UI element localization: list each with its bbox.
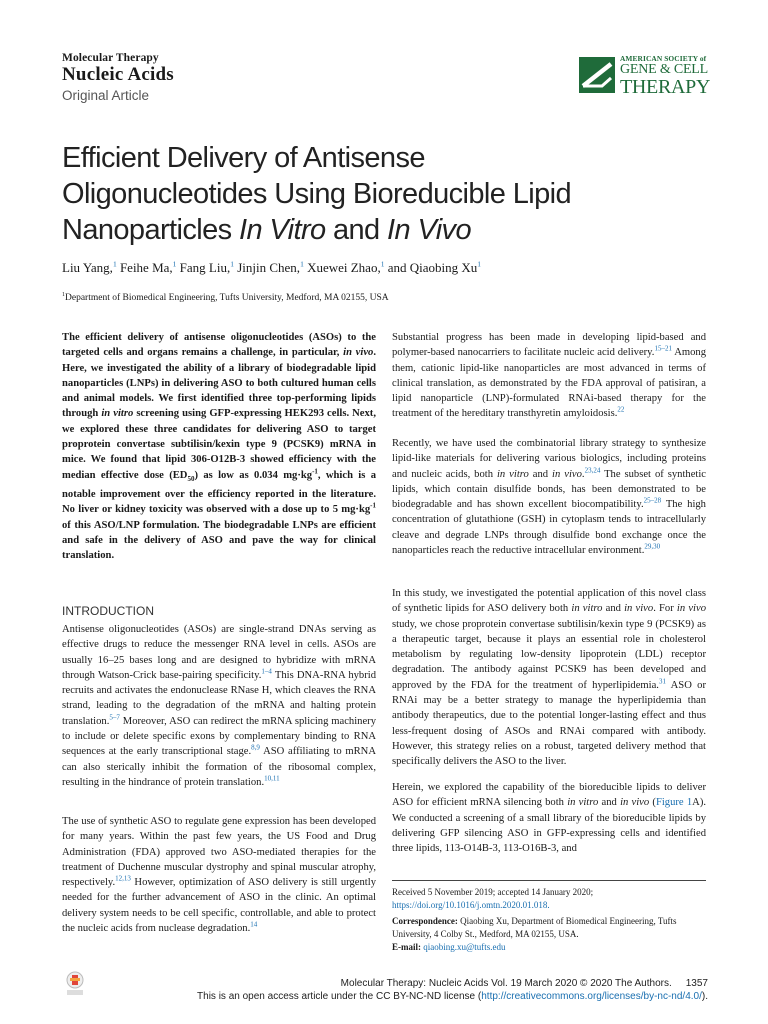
article-type: Original Article: [62, 88, 150, 103]
title-line-3-part-d: In Vivo: [387, 214, 471, 246]
author-affiliation-marker[interactable]: 1: [477, 259, 481, 269]
body-text: and: [598, 797, 621, 809]
citation-link[interactable]: 23,24: [584, 466, 601, 475]
logo-text-line2: GENE & CELL: [620, 62, 709, 77]
abstract-italic: in vitro: [101, 408, 134, 420]
section-heading-introduction: INTRODUCTION: [62, 604, 154, 618]
author-name[interactable]: Jinjin Chen,: [233, 260, 301, 275]
author-affiliation-marker[interactable]: 1: [380, 259, 385, 269]
affiliation-marker: 1: [62, 291, 65, 298]
body-text: (: [649, 797, 656, 809]
right-paragraph-1: [392, 330, 706, 422]
body-text: . For: [653, 603, 677, 615]
title-line-1: Efficient Delivery of Antisense: [62, 142, 425, 174]
correspondence: [392, 915, 706, 941]
intro-paragraph-2: [62, 814, 376, 936]
footnote-divider: [392, 880, 706, 881]
abstract-subscript: 50: [187, 474, 195, 483]
body-italic: in vitro: [567, 797, 599, 809]
abstract-superscript: -1: [312, 467, 318, 476]
footer-citation-text: Molecular Therapy: Nucleic Acids Vol. 19 March 2020 © 2020 The Authors.: [340, 978, 672, 989]
footnotes: [392, 886, 706, 954]
citation-link[interactable]: 5–7: [109, 713, 120, 722]
body-text: Herein, we explored the capability of the bioreducible lipids to deliver ASO for efficient mRNA silencing both: [392, 782, 706, 809]
author-name[interactable]: and Qiaobing Xu: [384, 260, 478, 275]
logo-text-line1: AMERICAN SOCIETY of: [620, 54, 707, 63]
body-text: ASO affiliating to mRNA can also sterically inhibit the formation of the ribosomal complex, resulting in the hindrance of protein translation.: [62, 746, 376, 788]
author-affiliation-marker[interactable]: 1: [300, 259, 304, 269]
license-text: This is an open access article under the CC BY-NC-ND license (: [197, 991, 482, 1002]
body-text: ASO or RNAi may be a better strategy to manage the hyperlipidemia than antibody therapeutics, due to the potential longer-lasting effect and thus less-frequent dosing of ASOs and RNAi compared with antibody. However, this strategy relies on a robust, targeted delivery method that specifically delivers the ASO to the liver.: [392, 679, 706, 768]
body-italic: in vitro: [496, 468, 529, 480]
author-affiliation-marker[interactable]: 1: [230, 259, 234, 269]
affiliation-text: Department of Biomedical Engineering, Tufts University, Medford, MA 02155, USA: [65, 293, 389, 303]
abstract-text: ) as low as 0.034 mg·kg: [194, 469, 313, 481]
body-text: The high concentration of glutathione (GSH) in cytoplasm tends to intracellularly cleave and degrade LNPs through disulfide bond exchange once the nanoparticles reach the reductive intracellular environment.: [392, 499, 706, 557]
asgct-logo: [578, 53, 711, 98]
abstract-text: The efficient delivery of antisense oligonucleotides (ASOs) to the targeted cells and organs remains a challenge, in particular,: [62, 332, 376, 359]
doi-link[interactable]: https://doi.org/10.1016/j.omtn.2020.01.018.: [392, 900, 550, 910]
title-line-3-part-c: and: [325, 214, 388, 246]
author-affiliation-marker[interactable]: 1: [172, 259, 177, 269]
title-line-2: Oligonucleotides Using Bioreducible Lipid: [62, 178, 571, 210]
abstract-text: of this ASO/LNP formulation. The biodegradable LNPs are efficient and safe in the delivery of ASO and pave the way for clinical translation.: [62, 519, 376, 562]
author-list: [62, 260, 481, 276]
body-text: A). We conducted a screening of a small library of the bioreducible lipids by delivering GFP silencing ASO in GFP-expressing cells and identified three lipids, 113-O14B-3, 113-O16B-3, and: [392, 797, 706, 855]
citation-link[interactable]: 22: [617, 405, 625, 414]
license-link[interactable]: http://creativecommons.org/licenses/by-nc-nd/4.0/: [481, 991, 702, 1002]
author-name[interactable]: Feihe Ma,: [116, 260, 173, 275]
body-text: Moreover, ASO can redirect the mRNA splicing machinery to include or delete specific exons by complementary binding to RNA sequences at the early transcriptional stage.: [62, 715, 376, 758]
right-paragraph-4: [392, 780, 706, 856]
journal-series-name: Molecular Therapy: [62, 52, 159, 64]
author-affiliation-marker[interactable]: 1: [112, 259, 117, 269]
page-number: 1357: [685, 978, 708, 989]
right-paragraph-2: [392, 436, 706, 558]
author-name[interactable]: Xuewei Zhao,: [303, 260, 381, 275]
article-title: [62, 140, 622, 248]
body-italic: in vivo: [624, 603, 654, 615]
body-text: Recently, we have used the combinatorial library strategy to synthesize lipid-like materials for delivering various biologics, including proteins and nucleic acids, both: [392, 438, 706, 480]
body-italic: in vivo: [620, 797, 650, 809]
email-line: [392, 941, 706, 954]
body-text: Antisense oligonucleotides (ASOs) are single-strand DNAs serving as effective drugs to reduce the messenger RNA level in cells. ASOs are usually 16–25 bases long and are designed to hybridize with mRNA through Watson-Crick base-pairing specificity.: [62, 624, 376, 681]
body-text: and: [528, 468, 553, 480]
abstract: [62, 330, 376, 564]
citation-link[interactable]: 14: [250, 920, 258, 929]
author-name[interactable]: Liu Yang,: [62, 260, 113, 275]
body-italic: in vivo: [676, 603, 706, 615]
citation-link[interactable]: 12,13: [115, 874, 131, 883]
body-italic: in vivo: [552, 468, 582, 480]
body-italic: in vitro: [571, 603, 603, 615]
logo-text-line3: THERAPY: [620, 76, 711, 98]
right-paragraph-3: [392, 586, 706, 770]
license-text-end: ).: [701, 991, 708, 1002]
body-text: .: [581, 468, 585, 480]
email-link[interactable]: qiaobing.xu@tufts.edu: [423, 942, 506, 952]
figure-link[interactable]: Figure 1: [655, 797, 693, 809]
citation-link[interactable]: 29,30: [644, 542, 661, 551]
abstract-superscript: -1: [370, 501, 376, 510]
author-name[interactable]: Fang Liu,: [176, 260, 231, 275]
citation-link[interactable]: 10,11: [264, 774, 280, 783]
body-text: Among them, cationic lipid-like nanoparticles are most advanced in terms of clinical translation, as demonstrated by the FDA approval of patisiran, a lipid nanoparticle (LNP)-formulated RNAi-based therapy for the treatment of the hereditary transthyretin amyloidosis.: [392, 347, 706, 420]
citation-link[interactable]: 31: [658, 677, 666, 686]
title-line-3-part-a: Nanoparticles: [62, 214, 239, 246]
abstract-text: , which is a notable improvement over the efficiency reported in the literature. No liver or kidney toxicity was observed with a dose up to 5 mg·kg: [62, 469, 376, 516]
footer-citation: [330, 978, 708, 989]
body-text: The use of synthetic ASO to regulate gene expression has been developed for many years. Within the past few years, the US Food and Drug Administration (FDA) approved two ASO-mediated therapies for the treatment of Duchenne muscular dystrophy and spinal muscular atrophy, respectively.: [62, 816, 376, 889]
citation-link[interactable]: 25–28: [643, 496, 662, 505]
crossmark-icon[interactable]: [64, 970, 86, 998]
body-text: In this study, we investigated the potential application of this novel class of synthetic lipids for ASO delivery both: [392, 588, 706, 615]
correspondence-label: Correspondence:: [392, 916, 458, 926]
body-text: Substantial progress has been made in developing lipid-based and polymer-based nanocarriers to facilitate nucleic acid delivery.: [392, 332, 706, 359]
intro-paragraph-1: [62, 622, 376, 790]
journal-name: Nucleic Acids: [62, 64, 174, 85]
title-line-3-part-b: In Vitro: [238, 214, 326, 246]
correspondence-text: Qiaobing Xu, Department of Biomedical Engineering, Tufts University, 4 Colby St., Medford, MA 02155, USA.: [392, 916, 677, 939]
body-text: The subset of synthetic lipids, which contain disulfide bonds, has been demonstrated to be biodegradable and has shown excellent biocompatibility.: [392, 468, 706, 511]
affiliation: [62, 293, 389, 303]
email-label: E-mail:: [392, 942, 421, 952]
body-text: However, optimization of ASO delivery is still urgently needed for the further advancement of ASO in the clinic. An optimal delivery system needs to be cell specific, controllable, and able to protect the nucleic acids from nuclease degradation.: [62, 877, 376, 935]
body-text: and: [602, 603, 625, 615]
body-text: This DNA-RNA hybrid recruits and activates the endonuclease RNase H, which cleaves the RNA strand, leading to the degradation of the mRNA and halting protein translation.: [62, 669, 376, 727]
abstract-text: screening using GFP-expressing HEK293 cells. Next, we explored these three candidates for delivering ASO to target proprotein convertase subtilisin/kexin type 9 (PCSK9) mRNA in mice. We found that lipid 306-O12B-3 showed efficiency with the median effective dose (ED: [62, 408, 376, 481]
abstract-italic: in vivo: [343, 347, 374, 359]
citation-link[interactable]: 8,9: [251, 743, 260, 752]
citation-link[interactable]: 15–21: [654, 344, 672, 353]
citation-link[interactable]: 1–4: [261, 667, 272, 676]
abstract-text: . Here, we investigated the ability of a library of biodegradable lipid nanoparticles (LNPs) in delivering ASO to both cultured human cells and animal models. We first identified three top-performing lipids through: [62, 347, 376, 420]
received-date: Received 5 November 2019; accepted 14 January 2020;: [392, 887, 594, 897]
body-text: study, we chose proprotein convertase subtilisin/kexin type 9 (PCSK9) as a therapeutic target, because it plays an essential role in cholesterol metabolism by regulating low-density lipoprotein (LDL) receptor degradation. The antibody against PCSK9 has been developed and approved by the FDA for the treatment of hyperlipidemia.: [392, 618, 706, 691]
footer-license: [130, 991, 708, 1002]
asgct-logo-icon: [578, 56, 616, 94]
